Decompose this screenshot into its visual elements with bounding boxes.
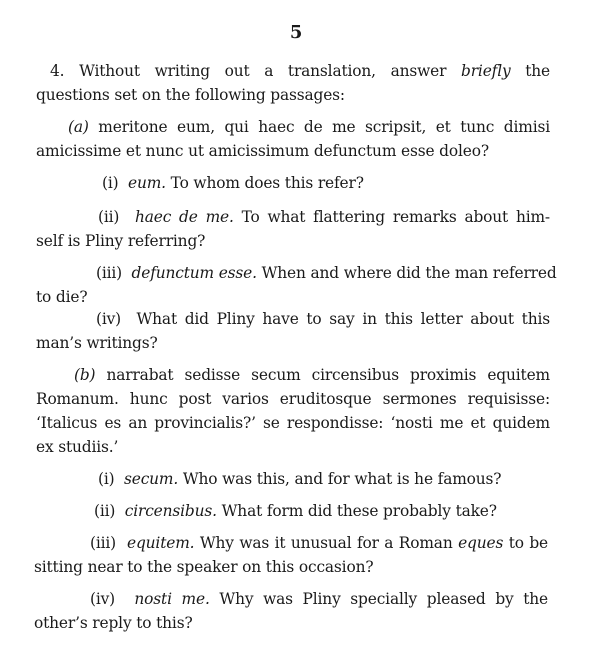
question-intro-text-end: the (525, 62, 550, 80)
subquestion-text: What form did these probably take? (221, 502, 497, 520)
question-intro-line1 (50, 60, 550, 82)
passage-a-question-iv-cont: man’s writings? (36, 334, 158, 352)
subquestion-text: Who was this, and for what is he famous? (182, 470, 502, 488)
subquestion-number: (iii) (90, 534, 117, 552)
subquestion-number: (ii) (94, 502, 116, 520)
subquestion-number: (ii) (98, 208, 120, 226)
passage-a-text1: meritone eum, qui haec de me scripsit, et tunc dimisi (98, 118, 550, 136)
subquestion-text: To what flattering remarks about him- (241, 208, 550, 226)
passage-a-line1 (68, 116, 550, 138)
passage-a-question-i (102, 172, 364, 194)
question-intro-text: Without writing out a translation, answer (79, 62, 447, 80)
passage-b-label: (b) (74, 366, 96, 384)
passage-b-question-iii (90, 532, 548, 554)
subquestion-term: eum. (127, 174, 166, 192)
passage-b-line2: Romanum. hunc post varios eruditosque sermones requisisse: (36, 390, 550, 408)
passage-a-question-iii-cont: to die? (36, 288, 88, 306)
passage-a-question-iv (96, 308, 550, 330)
passage-b-line1 (74, 364, 550, 386)
passage-a-question-ii-cont: self is Pliny referring? (36, 232, 206, 250)
subquestion-term: secum. (123, 470, 179, 488)
passage-b-question-i (98, 468, 501, 490)
passage-a-label: (a) (68, 118, 89, 136)
subquestion-emphasis: eques (458, 534, 504, 552)
subquestion-number: (iv) (90, 590, 116, 608)
passage-b-question-iv (90, 588, 548, 610)
passage-b-question-ii (94, 500, 497, 522)
subquestion-term: equitem. (127, 534, 195, 552)
question-number: 4. (50, 62, 65, 80)
subquestion-term: nosti me. (134, 590, 210, 608)
subquestion-number: (iv) (96, 310, 122, 328)
passage-a-question-ii (98, 206, 550, 228)
subquestion-term: circensibus. (124, 502, 217, 520)
subquestion-term: defunctum esse. (131, 264, 257, 282)
passage-b-text1: narrabat sedisse secum circensibus proximis equitem (106, 366, 550, 384)
subquestion-number: (iii) (96, 264, 123, 282)
subquestion-number: (i) (98, 470, 115, 488)
passage-b-line3: ‘Italicus es an provincialis?’ se respondisse: ‘nosti me et quidem (36, 414, 550, 432)
subquestion-number: (i) (102, 174, 119, 192)
subquestion-text: To whom does this refer? (170, 174, 364, 192)
passage-b-question-iv-cont: other’s reply to this? (34, 614, 193, 632)
passage-a-line2: amicissime et nunc ut amicissimum defunctum esse doleo? (36, 142, 489, 160)
passage-b-line4: ex studiis.’ (36, 438, 119, 456)
subquestion-text: When and where did the man referred (261, 264, 557, 282)
subquestion-text: Why was it unusual for a Roman (199, 534, 453, 552)
subquestion-term: haec de me. (134, 208, 234, 226)
subquestion-text-end: to be (508, 534, 548, 552)
page-number: 5 (289, 22, 303, 43)
question-intro-line2: questions set on the following passages: (36, 86, 345, 104)
passage-b-question-iii-cont: sitting near to the speaker on this occasion? (34, 558, 374, 576)
subquestion-text: Why was Pliny specially pleased by the (219, 590, 549, 608)
subquestion-text: What did Pliny have to say in this letter about this (136, 310, 550, 328)
question-intro-emphasis: briefly (461, 62, 511, 80)
passage-a-question-iii (96, 262, 557, 284)
